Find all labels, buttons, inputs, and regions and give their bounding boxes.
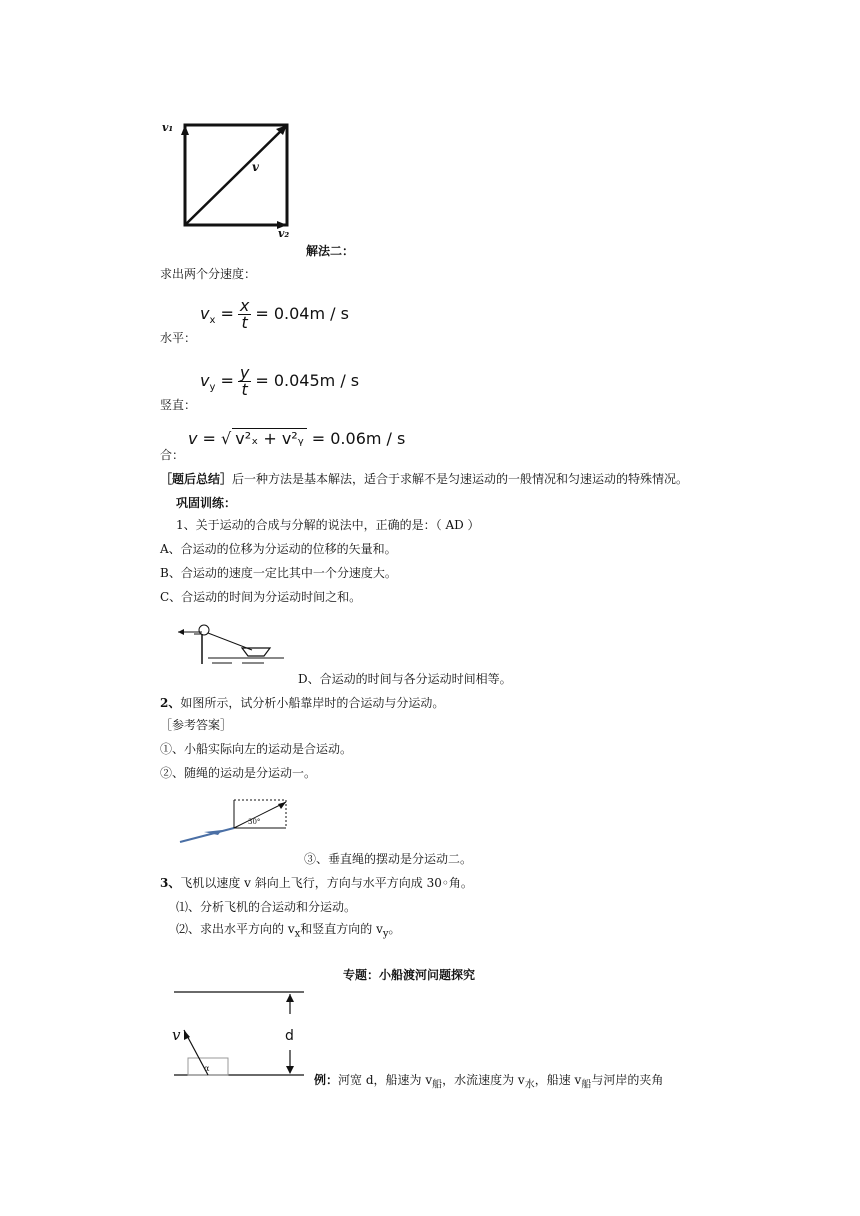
example-text-1: 河宽 d，船速为 v — [338, 1073, 433, 1087]
question-2 — [160, 694, 444, 711]
river-d-label: d — [285, 1028, 294, 1044]
horizontal-label: 水平： — [160, 331, 197, 345]
velocity-diagram-svg — [160, 115, 310, 245]
example-sub-1: 船 — [432, 1079, 443, 1091]
boat-rope-diagram — [172, 614, 292, 666]
option-d: D、合运动的时间与各分运动时间相等。 — [298, 672, 512, 686]
q3-2-sub-x: x — [294, 928, 301, 940]
solution2-intro: 求出两个分速度： — [160, 267, 257, 281]
question-3 — [160, 874, 473, 891]
example-line — [314, 1071, 663, 1090]
vertical-equation: $v_y$ = $\frac{y}{t}$ = 0.045m / s — [200, 363, 360, 399]
answer-2: ②、随绳的运动是分运动一。 — [160, 766, 317, 780]
horizontal-lhs-sub: x — [209, 315, 216, 327]
horizontal-result: = 0.04m / s — [255, 304, 349, 323]
rope-velocity-head — [278, 802, 286, 809]
question-3-number: 3、 — [160, 876, 181, 890]
d-arrowhead-top — [286, 994, 294, 1002]
resultant-arrow — [185, 125, 287, 225]
v2-label: v₂ — [278, 227, 290, 240]
vertical-result: = 0.045m / s — [255, 371, 360, 390]
resultant-lhs: v = — [188, 429, 216, 448]
question-3-part-1: ⑴、分析飞机的合运动和分运动。 — [176, 900, 357, 914]
solution2-heading: 解法二： — [306, 244, 355, 258]
boat — [242, 648, 270, 656]
resultant-result: = 0.06m / s — [311, 429, 406, 448]
topic-title: 专题：小船渡河问题探究 — [343, 968, 476, 982]
example-text-2: ，水流速度为 v — [442, 1073, 525, 1087]
d-arrowhead-bottom — [286, 1066, 294, 1074]
velocity-diagram — [160, 115, 310, 245]
horizontal-equation: $v_x$ = $\frac{x}{t}$ = 0.04m / s — [200, 296, 349, 332]
horizontal-denominator: t — [241, 313, 248, 332]
question-1: 1、关于运动的合成与分解的说法中，正确的是：（ AD ） — [176, 518, 480, 532]
answer-3: ③、垂直绳的摆动是分运动二。 — [304, 852, 473, 866]
reference-answer: ［参考答案］ — [160, 718, 233, 732]
answer-1: ①、小船实际向左的运动是合运动。 — [160, 742, 353, 756]
boat-rope-svg — [172, 614, 292, 666]
example-text-4: 与河岸的夹角 — [591, 1073, 664, 1087]
vertical-fraction — [238, 365, 251, 398]
resultant-label: 合： — [160, 448, 185, 462]
pull-arrowhead — [178, 629, 184, 635]
angle-label: 30° — [248, 818, 261, 826]
option-a: A、合运动的位移为分运动的位移的矢量和。 — [160, 542, 397, 556]
example-label: 例： — [314, 1073, 339, 1087]
question-3-text: 飞机以速度 v 斜向上飞行，方向与水平方向成 30◦角。 — [180, 876, 473, 890]
boat-streak — [180, 828, 234, 842]
option-c: C、合运动的时间为分运动时间之和。 — [160, 590, 362, 604]
question-2-text: 如图所示，试分析小船靠岸时的合运动与分运动。 — [180, 696, 445, 710]
summary-line — [160, 470, 688, 487]
horizontal-lhs: v — [200, 304, 210, 323]
river-v-label: v — [172, 1026, 181, 1044]
resultant-equation: v = √ v²ₓ + v²ᵧ = 0.06m / s — [188, 429, 406, 448]
vertical-label: 竖直： — [160, 398, 197, 412]
v-label: v — [252, 160, 259, 174]
question-3-part-2 — [176, 920, 401, 939]
question-2-number: 2、 — [160, 696, 181, 710]
q3-2-pre: ⑵、求出水平方向的 v — [176, 922, 295, 936]
practice-heading: 巩固训练： — [176, 496, 237, 510]
decomposition-svg — [178, 794, 298, 846]
q3-2-end: 。 — [388, 922, 401, 936]
example-text-3: ，船速 v — [534, 1073, 582, 1087]
q3-2-sub-y: y — [382, 928, 389, 940]
vertical-lhs-sub: y — [209, 382, 216, 394]
summary-bracket: ［题后总结］ — [160, 472, 233, 486]
vertical-lhs: v — [200, 371, 210, 390]
example-sub-3: 船 — [581, 1079, 592, 1091]
horizontal-numerator: x — [239, 296, 250, 315]
alpha-label: α — [204, 1064, 210, 1073]
river-crossing-diagram — [170, 988, 310, 1080]
horizontal-fraction — [238, 298, 251, 331]
decomposition-diagram — [178, 794, 298, 846]
summary-text: 后一种方法是基本解法，适合于求解不是匀速运动的一般情况和匀速运动的特殊情况。 — [232, 472, 689, 486]
pulley — [199, 625, 209, 635]
resultant-radicand: v²ₓ + v²ᵧ — [232, 428, 306, 448]
example-sub-2: 水 — [524, 1079, 535, 1091]
vertical-denominator: t — [241, 380, 248, 399]
option-b: B、合运动的速度一定比其中一个分速度大。 — [160, 566, 397, 580]
vertical-numerator: y — [239, 363, 250, 382]
q3-2-mid: 和竖直方向的 v — [300, 922, 383, 936]
v1-label: v₁ — [162, 121, 174, 134]
